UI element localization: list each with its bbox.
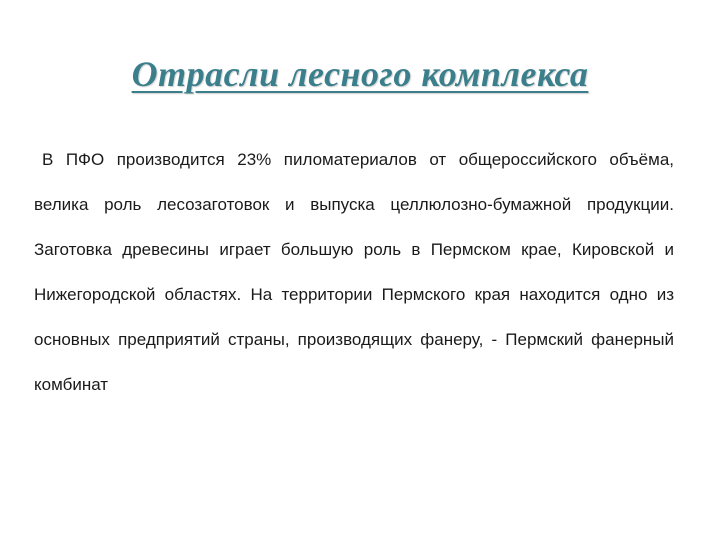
slide-body-text: В ПФО производится 23% пиломатериалов от общероссийского объёма, велика роль лесозаготовок и выпуска целлюлозно-бумажной продукции. Заготовка древесины играет большую роль в Пермском крае, Кировской и Нижегородской областях. На территории Пермского края находится одно из основных предприятий страны, производящих фанеру, - Пермский фанерный комбинат	[34, 150, 674, 394]
slide-title: Отрасли лесного комплекса	[131, 54, 589, 94]
